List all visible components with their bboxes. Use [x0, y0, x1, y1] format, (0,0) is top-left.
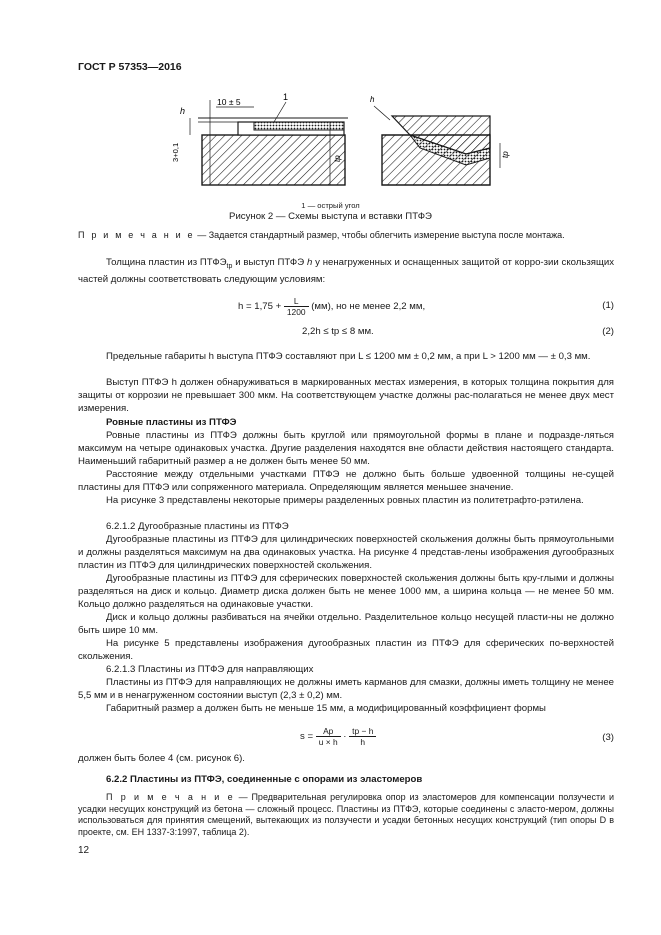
note-2-prefix: П р и м е ч а н и е	[106, 792, 235, 802]
label-h-right: h	[370, 95, 375, 104]
equation-3	[300, 726, 376, 747]
paragraph-11: Пластины из ПТФЭ для направляющих не должны иметь карманов для смазки, должны иметь толщину не менее 5,5 мм и в ненагруженном состоянии выступ (2,3 ± 0,2) мм.	[78, 677, 614, 702]
section-flat-plates	[78, 416, 614, 429]
left-ptfe-insert	[254, 122, 344, 130]
eq3-den-2: h	[360, 737, 366, 747]
eq1-fraction	[284, 296, 309, 317]
paragraph-2: Предельные габариты h выступа ПТФЭ составляют при L ≤ 1200 мм ± 0,2 мм, а при L > 1200 мм — ± 0,3 мм.	[106, 351, 591, 362]
eq3-fraction-2	[349, 726, 376, 747]
label-h: h	[180, 106, 186, 116]
eq1-den: 1200	[286, 307, 306, 317]
figure-caption: Рисунок 2 — Схемы выступа и вставки ПТФЭ	[229, 211, 432, 222]
paragraph-13: должен быть более 4 (см. рисунок 6).	[78, 753, 245, 764]
note-1-prefix: П р и м е ч а н и е	[78, 230, 195, 240]
equation-3-number: (3)	[602, 732, 614, 743]
note-1	[78, 230, 614, 242]
p1-part-a: Толщина пластин из ПТФЭ	[106, 257, 227, 268]
section-flat-plates-title: Ровные пластины из ПТФЭ	[106, 417, 237, 428]
eq3-den-1: u × h	[318, 737, 338, 747]
figure-2-diagram	[170, 88, 510, 213]
label-3p01: 3+0,1	[171, 142, 180, 162]
equation-1-number: (1)	[602, 300, 614, 311]
note-1-text: — Задается стандартный размер, чтобы облегчить измерение выступа после монтажа.	[194, 230, 565, 240]
p1-part-b: и выступ ПТФЭ	[232, 257, 307, 268]
label-1: 1	[283, 92, 289, 102]
paragraph-1	[78, 256, 614, 286]
eq3-s: s =	[300, 731, 314, 743]
paragraph-7: Дугообразные пластины из ПТФЭ для цилиндрических поверхностей скольжения должны быть прямоугольными и должны разделяться максимум на два одинаковых участка. На рисунке 4 представ-лены изображения дугообразных пластин из ПТФЭ для цилиндрических поверхностей скольжения.	[78, 534, 614, 572]
label-tp-right: tp	[501, 151, 510, 158]
equation-2: 2,2h ≤ tp ≤ 8 мм.	[302, 326, 374, 337]
left-base-block	[202, 135, 345, 185]
equation-2-number: (2)	[602, 326, 614, 337]
paragraph-6: На рисунке 3 представлены некоторые примеры разделенных ровных пластин из политетрафто-рэтилена.	[106, 495, 584, 506]
note-2-text: — Предварительная регулировка опор из эластомеров для компенсации ползучести и усадки несущих конструкций из бетона — сложный процесс. Пластины из ПТФЭ, которые соединены с эласто-мером, должны использоваться для принятия смещений, вытекающих из ползучести и усадки бетонных несущих конструкций (тип опоры D в проекте, см. ЕН 1337-3:1997, таблица 2).	[78, 792, 614, 837]
page-number: 12	[78, 845, 90, 856]
section-6-2-1-2: 6.2.1.2 Дугообразные пластины из ПТФЭ	[106, 521, 289, 532]
eq1-num: L	[284, 296, 309, 307]
paragraph-5: Расстояние между отдельными участками ПТФЭ не должно быть больше удвоенной толщины не-сущей пластины для ПТФЭ или сопряженного материала. Определяющим является меньшее значение.	[78, 469, 614, 494]
paragraph-9: Диск и кольцо должны разбиваться на ячейки отдельно. Разделительное кольцо несущей пласти-ны не должно быть шире 10 мм.	[78, 612, 614, 637]
label-tp-left: tp	[333, 155, 342, 162]
paragraph-3: Выступ ПТФЭ h должен обнаруживаться в маркированных местах измерения, в которых толщина покрытия для защиты от коррозии не превышает 300 мкм. На соответствующем участке должны рас-полагаться не менее двух мест измерения.	[78, 377, 614, 415]
eq1-left: h = 1,75 +	[238, 301, 282, 313]
paragraph-12: Габаритный размер a должен быть не меньше 15 мм, а модифицированный коэффициент формы	[106, 703, 546, 714]
eq3-fraction-1	[316, 726, 341, 747]
paragraph-10: На рисунке 5 представлены изображения дугообразных пластин из ПТФЭ для сферических по-верхностей скольжения.	[78, 638, 614, 663]
note-2	[78, 792, 614, 838]
figure-legend: 1 — острый угол	[301, 201, 360, 210]
paragraph-8: Дугообразные пластины из ПТФЭ для сферических поверхностей скольжения должны быть кру-глыми и должны разделяться на диск и кольцо. Диаметр диска должен быть не менее 1000 мм, а ширина кольца — не менее 50 мм. Кольцо должно разделяться на одинаковые участки.	[78, 573, 614, 611]
section-6-2-1-3: 6.2.1.3 Пластины из ПТФЭ для направляющих	[106, 664, 314, 675]
label-10pm5: 10 ± 5	[217, 97, 241, 107]
paragraph-4: Ровные пластины из ПТФЭ должны быть круглой или прямоугольной формы в плане и подразде-ляться максимум на четыре одинаковых участка. Другие разделения находятся вне области действия настоящего стандарта. Наименьший габаритный размер a не должен быть менее 50 мм.	[78, 430, 614, 468]
eq3-dot: ·	[343, 731, 347, 743]
p1-part-c: у ненагруженных и оснащенных защитой от корро-зии скользящих частей должны соответствовать следующим условиям:	[78, 257, 615, 285]
equation-1	[238, 296, 425, 317]
section-6-2-2-title: 6.2.2 Пластины из ПТФЭ, соединенные с опорами из эластомеров	[106, 774, 423, 785]
p1-h: h	[306, 257, 313, 268]
eq1-right: (мм), но не менее 2,2 мм,	[311, 301, 426, 313]
eq3-num-2: tp − h	[349, 726, 376, 737]
section-6-2-2	[78, 773, 614, 786]
eq3-num-1: Ap	[316, 726, 341, 737]
p1-subscript: tp	[226, 262, 233, 270]
doc-header: ГОСТ Р 57353—2016	[78, 61, 182, 73]
